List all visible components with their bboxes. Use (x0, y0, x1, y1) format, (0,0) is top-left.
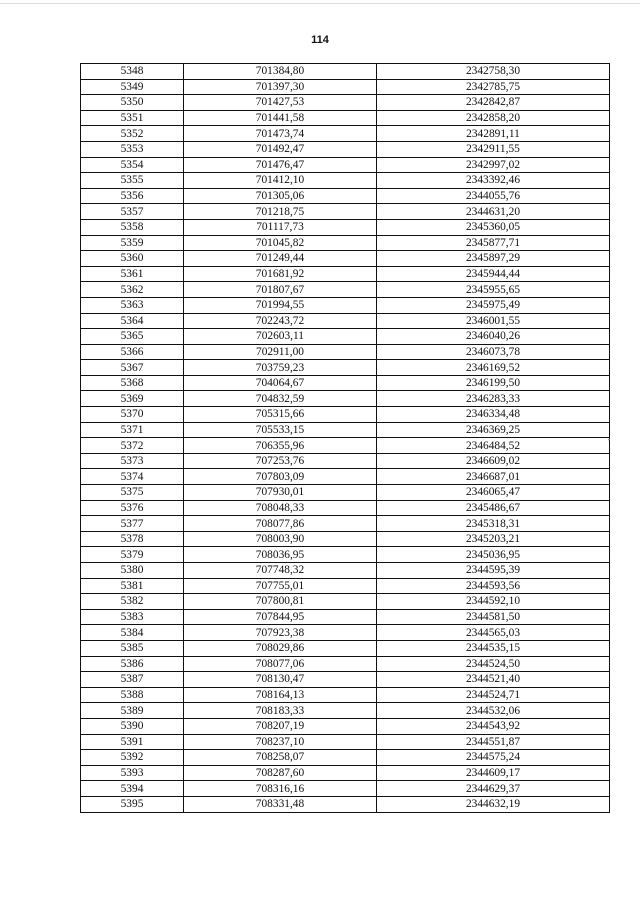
point-number-cell: 5387 (81, 672, 184, 688)
point-number-cell: 5379 (81, 547, 184, 563)
y-coordinate-cell: 2344592,10 (377, 594, 610, 610)
y-coordinate-cell: 2344609,17 (377, 765, 610, 781)
y-coordinate-cell: 2346169,52 (377, 360, 610, 376)
table-row (81, 625, 610, 641)
x-coordinate-cell: 701492,47 (184, 141, 377, 157)
x-coordinate-cell: 708077,86 (184, 516, 377, 532)
point-number-cell: 5386 (81, 656, 184, 672)
y-coordinate-cell: 2342997,02 (377, 157, 610, 173)
x-coordinate-cell: 701427,53 (184, 95, 377, 111)
point-number-cell: 5353 (81, 141, 184, 157)
point-number-cell: 5376 (81, 500, 184, 516)
table-row (81, 781, 610, 797)
x-coordinate-cell: 708207,19 (184, 718, 377, 734)
point-number-cell: 5370 (81, 407, 184, 423)
point-number-cell: 5352 (81, 126, 184, 142)
table-row (81, 219, 610, 235)
y-coordinate-cell: 2345486,67 (377, 500, 610, 516)
y-coordinate-cell: 2344055,76 (377, 188, 610, 204)
table-row (81, 251, 610, 267)
x-coordinate-cell: 701218,75 (184, 204, 377, 220)
page-number: 114 (311, 34, 329, 46)
y-coordinate-cell: 2345975,49 (377, 297, 610, 313)
point-number-cell: 5366 (81, 344, 184, 360)
y-coordinate-cell: 2342858,20 (377, 110, 610, 126)
point-number-cell: 5374 (81, 469, 184, 485)
x-coordinate-cell: 707803,09 (184, 469, 377, 485)
point-number-cell: 5356 (81, 188, 184, 204)
y-coordinate-cell: 2344593,56 (377, 578, 610, 594)
table-row (81, 422, 610, 438)
y-coordinate-cell: 2344535,15 (377, 640, 610, 656)
x-coordinate-cell: 702243,72 (184, 313, 377, 329)
y-coordinate-cell: 2346484,52 (377, 438, 610, 454)
y-coordinate-cell: 2344629,37 (377, 781, 610, 797)
table-row (81, 609, 610, 625)
point-number-cell: 5395 (81, 796, 184, 812)
table-row (81, 531, 610, 547)
x-coordinate-cell: 707800,81 (184, 594, 377, 610)
x-coordinate-cell: 707930,01 (184, 485, 377, 501)
point-number-cell: 5378 (81, 531, 184, 547)
y-coordinate-cell: 2344543,92 (377, 718, 610, 734)
table-row (81, 313, 610, 329)
table-row (81, 469, 610, 485)
point-number-cell: 5393 (81, 765, 184, 781)
table-row (81, 391, 610, 407)
table-row (81, 95, 610, 111)
table-row (81, 594, 610, 610)
table-row (81, 375, 610, 391)
point-number-cell: 5381 (81, 578, 184, 594)
scan-speck: • (608, 438, 611, 444)
point-number-cell: 5383 (81, 609, 184, 625)
table-row (81, 360, 610, 376)
table-row (81, 173, 610, 189)
x-coordinate-cell: 707755,01 (184, 578, 377, 594)
table-row (81, 500, 610, 516)
x-coordinate-cell: 708237,10 (184, 734, 377, 750)
table-row (81, 656, 610, 672)
point-number-cell: 5363 (81, 297, 184, 313)
y-coordinate-cell: 2346687,01 (377, 469, 610, 485)
y-coordinate-cell: 2344632,19 (377, 796, 610, 812)
table-row (81, 563, 610, 579)
y-coordinate-cell: 2344631,20 (377, 204, 610, 220)
point-number-cell: 5372 (81, 438, 184, 454)
point-number-cell: 5365 (81, 329, 184, 345)
x-coordinate-cell: 701397,30 (184, 79, 377, 95)
table-row (81, 765, 610, 781)
x-coordinate-cell: 701476,47 (184, 157, 377, 173)
point-number-cell: 5388 (81, 687, 184, 703)
y-coordinate-cell: 2346283,33 (377, 391, 610, 407)
point-number-cell: 5368 (81, 375, 184, 391)
y-coordinate-cell: 2344521,40 (377, 672, 610, 688)
table-row (81, 266, 610, 282)
table-row (81, 516, 610, 532)
point-number-cell: 5361 (81, 266, 184, 282)
x-coordinate-cell: 702603,11 (184, 329, 377, 345)
y-coordinate-cell: 2342785,75 (377, 79, 610, 95)
point-number-cell: 5355 (81, 173, 184, 189)
table-row (81, 141, 610, 157)
y-coordinate-cell: 2345360,05 (377, 219, 610, 235)
table-row (81, 407, 610, 423)
point-number-cell: 5349 (81, 79, 184, 95)
point-number-cell: 5384 (81, 625, 184, 641)
point-number-cell: 5371 (81, 422, 184, 438)
table-row (81, 703, 610, 719)
y-coordinate-cell: 2344532,06 (377, 703, 610, 719)
y-coordinate-cell: 2345944,44 (377, 266, 610, 282)
x-coordinate-cell: 708036,95 (184, 547, 377, 563)
x-coordinate-cell: 708287,60 (184, 765, 377, 781)
table-row (81, 79, 610, 95)
y-coordinate-cell: 2345203,21 (377, 531, 610, 547)
table-row (81, 578, 610, 594)
point-number-cell: 5373 (81, 453, 184, 469)
x-coordinate-cell: 701412,10 (184, 173, 377, 189)
table-row (81, 110, 610, 126)
y-coordinate-cell: 2342758,30 (377, 64, 610, 80)
y-coordinate-cell: 2344524,50 (377, 656, 610, 672)
y-coordinate-cell: 2344575,24 (377, 750, 610, 766)
table-row (81, 672, 610, 688)
y-coordinate-cell: 2344524,71 (377, 687, 610, 703)
x-coordinate-cell: 701473,74 (184, 126, 377, 142)
x-coordinate-cell: 701384,80 (184, 64, 377, 80)
x-coordinate-cell: 701305,06 (184, 188, 377, 204)
y-coordinate-cell: 2344551,87 (377, 734, 610, 750)
table-row (81, 547, 610, 563)
y-coordinate-cell: 2343392,46 (377, 173, 610, 189)
y-coordinate-cell: 2342911,55 (377, 141, 610, 157)
table-row (81, 640, 610, 656)
table-row (81, 126, 610, 142)
x-coordinate-cell: 708003,90 (184, 531, 377, 547)
x-coordinate-cell: 701681,92 (184, 266, 377, 282)
x-coordinate-cell: 708164,13 (184, 687, 377, 703)
x-coordinate-cell: 707844,95 (184, 609, 377, 625)
table-row (81, 64, 610, 80)
point-number-cell: 5367 (81, 360, 184, 376)
x-coordinate-cell: 701441,58 (184, 110, 377, 126)
point-number-cell: 5394 (81, 781, 184, 797)
x-coordinate-cell: 708258,07 (184, 750, 377, 766)
x-coordinate-cell: 708029,86 (184, 640, 377, 656)
x-coordinate-cell: 708077,06 (184, 656, 377, 672)
point-number-cell: 5354 (81, 157, 184, 173)
table-row (81, 485, 610, 501)
coordinates-table (80, 63, 610, 813)
x-coordinate-cell: 701117,73 (184, 219, 377, 235)
x-coordinate-cell: 707253,76 (184, 453, 377, 469)
y-coordinate-cell: 2346369,25 (377, 422, 610, 438)
point-number-cell: 5357 (81, 204, 184, 220)
x-coordinate-cell: 701994,55 (184, 297, 377, 313)
table-row (81, 188, 610, 204)
y-coordinate-cell: 2346609,02 (377, 453, 610, 469)
y-coordinate-cell: 2346001,55 (377, 313, 610, 329)
x-coordinate-cell: 705533,15 (184, 422, 377, 438)
y-coordinate-cell: 2346199,50 (377, 375, 610, 391)
x-coordinate-cell: 701249,44 (184, 251, 377, 267)
point-number-cell: 5359 (81, 235, 184, 251)
x-coordinate-cell: 701045,82 (184, 235, 377, 251)
table-row (81, 750, 610, 766)
x-coordinate-cell: 708130,47 (184, 672, 377, 688)
table-row (81, 718, 610, 734)
y-coordinate-cell: 2342842,87 (377, 95, 610, 111)
x-coordinate-cell: 702911,00 (184, 344, 377, 360)
point-number-cell: 5382 (81, 594, 184, 610)
point-number-cell: 5391 (81, 734, 184, 750)
table-row (81, 157, 610, 173)
y-coordinate-cell: 2345877,71 (377, 235, 610, 251)
y-coordinate-cell: 2344581,50 (377, 609, 610, 625)
y-coordinate-cell: 2346040,26 (377, 329, 610, 345)
point-number-cell: 5385 (81, 640, 184, 656)
y-coordinate-cell: 2345897,29 (377, 251, 610, 267)
point-number-cell: 5380 (81, 563, 184, 579)
point-number-cell: 5350 (81, 95, 184, 111)
y-coordinate-cell: 2345318,31 (377, 516, 610, 532)
point-number-cell: 5360 (81, 251, 184, 267)
x-coordinate-cell: 704832,59 (184, 391, 377, 407)
y-coordinate-cell: 2345036,95 (377, 547, 610, 563)
point-number-cell: 5392 (81, 750, 184, 766)
x-coordinate-cell: 706355,96 (184, 438, 377, 454)
y-coordinate-cell: 2345955,65 (377, 282, 610, 298)
x-coordinate-cell: 701807,67 (184, 282, 377, 298)
point-number-cell: 5348 (81, 64, 184, 80)
table-row (81, 344, 610, 360)
point-number-cell: 5358 (81, 219, 184, 235)
y-coordinate-cell: 2342891,11 (377, 126, 610, 142)
table-row (81, 734, 610, 750)
x-coordinate-cell: 708048,33 (184, 500, 377, 516)
y-coordinate-cell: 2346065,47 (377, 485, 610, 501)
point-number-cell: 5369 (81, 391, 184, 407)
table-row (81, 329, 610, 345)
x-coordinate-cell: 708316,16 (184, 781, 377, 797)
point-number-cell: 5377 (81, 516, 184, 532)
table-row (81, 204, 610, 220)
x-coordinate-cell: 708183,33 (184, 703, 377, 719)
point-number-cell: 5351 (81, 110, 184, 126)
point-number-cell: 5389 (81, 703, 184, 719)
x-coordinate-cell: 708331,48 (184, 796, 377, 812)
table-row (81, 453, 610, 469)
x-coordinate-cell: 705315,66 (184, 407, 377, 423)
y-coordinate-cell: 2344595,39 (377, 563, 610, 579)
table-row (81, 796, 610, 812)
table-row (81, 297, 610, 313)
table-row (81, 687, 610, 703)
x-coordinate-cell: 707748,32 (184, 563, 377, 579)
x-coordinate-cell: 703759,23 (184, 360, 377, 376)
table-row (81, 235, 610, 251)
table-row (81, 282, 610, 298)
point-number-cell: 5362 (81, 282, 184, 298)
coordinates-table-body (81, 64, 610, 813)
y-coordinate-cell: 2346334,48 (377, 407, 610, 423)
point-number-cell: 5375 (81, 485, 184, 501)
x-coordinate-cell: 707923,38 (184, 625, 377, 641)
y-coordinate-cell: 2346073,78 (377, 344, 610, 360)
point-number-cell: 5364 (81, 313, 184, 329)
table-row (81, 438, 610, 454)
point-number-cell: 5390 (81, 718, 184, 734)
x-coordinate-cell: 704064,67 (184, 375, 377, 391)
scan-edge-line (0, 3, 640, 4)
y-coordinate-cell: 2344565,03 (377, 625, 610, 641)
